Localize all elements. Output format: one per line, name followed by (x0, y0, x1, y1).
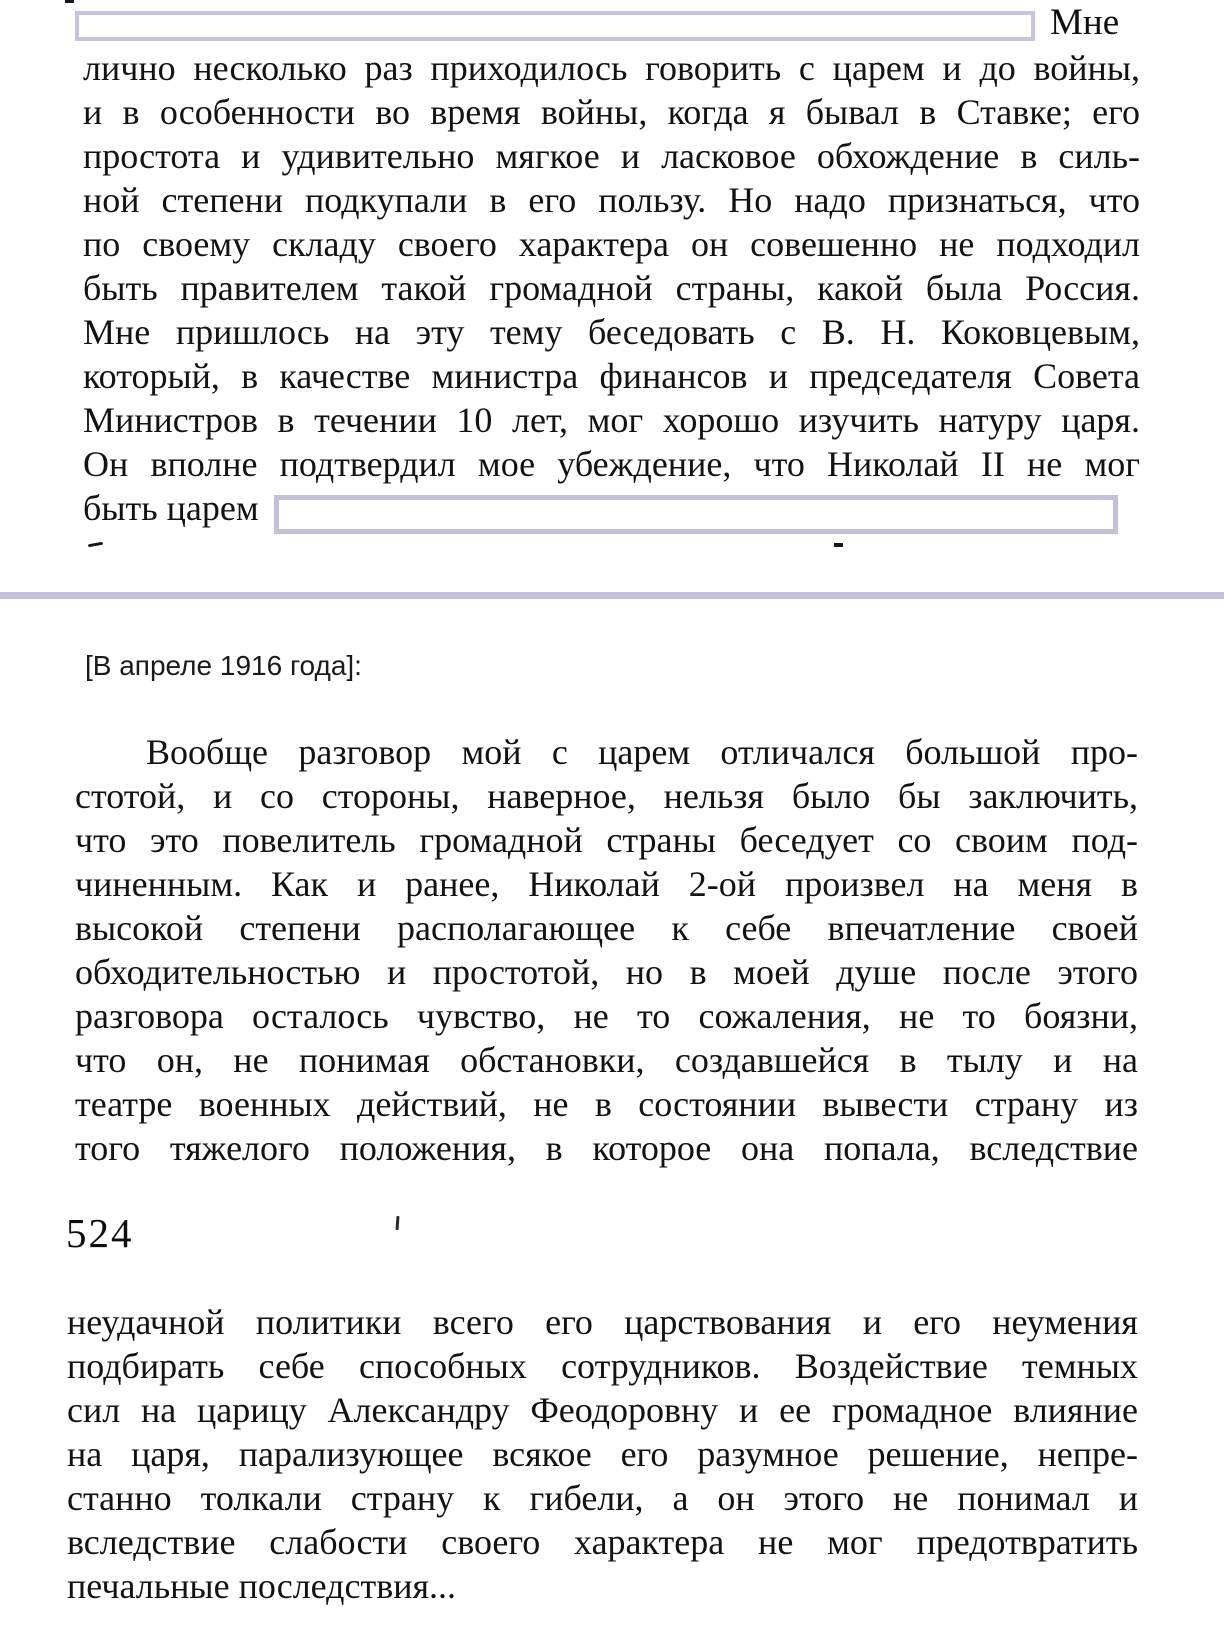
text-line: станно толкали страну к гибели, а он этого не понимал и (67, 1478, 1138, 1518)
text-line: сил на царицу Александру Феодоровну и ее громадное влияние (67, 1390, 1138, 1430)
paragraph1-closing-text: быть царем (83, 488, 259, 528)
text-line: подбирать себе способных сотрудников. Воздействие темных (67, 1346, 1138, 1386)
text-line: Мне пришлось на эту тему беседовать с В. Н. Коковцевым, (83, 312, 1140, 352)
text-line: высокой степени располагающее к себе впечатление своей (75, 908, 1138, 948)
text-line: быть правителем такой громадной страны, какой была Россия. (83, 268, 1140, 308)
text-line: Вообще разговор мой с царем отличался большой про- (146, 732, 1138, 772)
paragraph-3 (67, 1300, 1138, 1608)
page-number: 524 (66, 1210, 134, 1256)
text-line: стотой, и со стороны, наверное, нельзя было бы заключить, (75, 776, 1138, 816)
redacted-text-field-inline[interactable] (274, 495, 1118, 534)
text-line: неудачной политики всего его царствования и его неумения (67, 1302, 1138, 1342)
text-line: по своему складу своего характера он совешенно не подходил (83, 224, 1140, 264)
text-line: ной степени подкупали в его пользу. Но надо признаться, что (83, 180, 1140, 220)
text-line: того тяжелого положения, в которое она попала, вследствие (75, 1128, 1138, 1168)
text-line: что он, не понимая обстановки, создавшейся в тылу и на (75, 1040, 1138, 1080)
redacted-text-field-top[interactable] (75, 11, 1035, 41)
text-line: обходительностью и простотой, но в моей душе после этого (75, 952, 1138, 992)
text-line: лично несколько раз приходилось говорить с царем и до войны, (83, 48, 1140, 88)
paragraph-1 (83, 46, 1140, 530)
paragraph1-opening-word: Мне (1050, 2, 1120, 43)
section-date-label: [В апреле 1916 года]: (85, 650, 362, 681)
text-line: Он вполне подтвердил мое убеждение, что Николай II не мог (83, 444, 1140, 484)
text-line: на царя, парализующее всякое его разумное решение, непре- (67, 1434, 1138, 1474)
scan-artifact-speck (65, 0, 74, 3)
text-line: вследствие слабости своего характера не мог предотвратить (67, 1522, 1138, 1562)
paragraph-2 (75, 730, 1138, 1170)
scan-artifact-dash (834, 543, 843, 547)
text-line: что это повелитель громадной страны беседует со своим под- (75, 820, 1138, 860)
text-line: Министров в течении 10 лет, мог хорошо изучить натуру царя. (83, 400, 1140, 440)
scan-artifact-tick (396, 1216, 400, 1230)
text-line: разговора осталось чувство, не то сожаления, не то боязни, (75, 996, 1138, 1036)
text-line: и в особенности во время войны, когда я бывал в Ставке; его (83, 92, 1140, 132)
section-divider (0, 592, 1224, 599)
text-line: простота и удивительно мягкое и ласковое обхождение в силь- (83, 136, 1140, 176)
scan-artifact-curl (88, 542, 103, 548)
text-line: который, в качестве министра финансов и председателя Совета (83, 356, 1140, 396)
text-line: печальные последствия... (67, 1566, 457, 1606)
text-line: театре военных действий, не в состоянии вывести страну из (75, 1084, 1138, 1124)
text-line: чиненным. Как и ранее, Николай 2-ой произвел на меня в (75, 864, 1138, 904)
